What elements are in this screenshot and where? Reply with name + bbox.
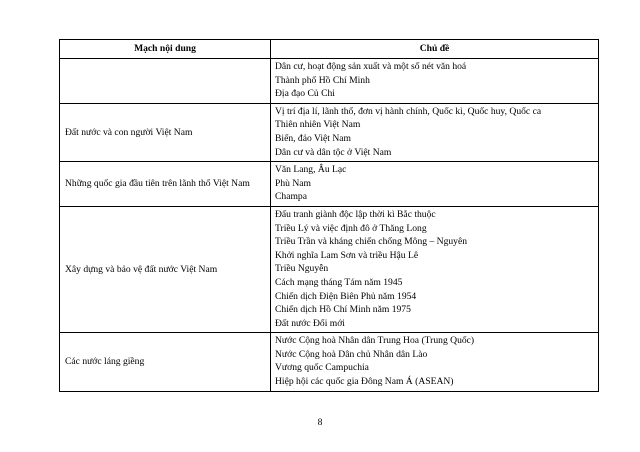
topic-list-cell <box>271 333 599 391</box>
table-header-row <box>60 40 599 59</box>
topic-item: Đấu tranh giành độc lập thời kì Bắc thuộc <box>275 208 436 220</box>
content-strand-cell: Đất nước và con người Việt Nam <box>60 103 271 161</box>
topic-item: Dân cư, hoạt động sản xuất và một số nét văn hoá <box>275 61 467 72</box>
topic-item: Phù Nam <box>275 177 311 189</box>
topic-item: Đất nước Đổi mới <box>275 317 345 329</box>
topic-item: Thiên nhiên Việt Nam <box>275 119 361 131</box>
table-row <box>60 162 599 207</box>
topic-item: Khởi nghĩa Lam Sơn và triều Hậu Lê <box>275 249 419 261</box>
topic-list-cell <box>271 103 599 161</box>
topic-list-cell <box>271 206 599 332</box>
topic-item: Nước Cộng hoà Dân chủ Nhân dân Lào <box>275 348 428 360</box>
topic-item: Địa đạo Củ Chi <box>275 88 335 100</box>
topic-item: Vương quốc Campuchia <box>275 362 369 374</box>
topic-item: Triều Lý và việc định đô ở Thăng Long <box>275 222 427 234</box>
content-strand-cell <box>60 59 271 104</box>
content-strand-cell: Xây dựng và bảo vệ đất nước Việt Nam <box>60 206 271 332</box>
topic-item: Vị trí địa lí, lãnh thổ, đơn vị hành chính, Quốc kì, Quốc huy, Quốc ca <box>275 105 542 117</box>
topic-item: Thành phố Hồ Chí Minh <box>275 74 370 86</box>
topic-item: Champa <box>275 191 307 203</box>
topic-item: Dân cư và dân tộc ở Việt Nam <box>275 146 392 158</box>
topic-item: Văn Lang, Âu Lạc <box>275 164 347 176</box>
content-strand-cell: Các nước láng giềng <box>60 333 271 391</box>
topic-item: Triều Trần và kháng chiến chống Mông – Nguyên <box>275 236 468 248</box>
page-number: 8 <box>317 417 323 428</box>
topic-item: Hiệp hội các quốc gia Đông Nam Á (ASEAN) <box>275 376 454 388</box>
table-body <box>60 59 599 392</box>
table-row <box>60 206 599 332</box>
curriculum-table <box>59 39 599 392</box>
topic-list-cell <box>271 59 599 104</box>
header-topic: Chủ đề <box>271 40 599 59</box>
topic-item: Nước Cộng hoà Nhân dân Trung Hoa (Trung Quốc) <box>275 335 475 347</box>
topic-item: Chiến dịch Hồ Chí Minh năm 1975 <box>275 304 411 316</box>
header-content-strand: Mạch nội dung <box>60 40 271 59</box>
content-strand-cell: Những quốc gia đầu tiên trên lãnh thổ Việt Nam <box>60 162 271 207</box>
topic-item: Biển, đảo Việt Nam <box>275 132 351 144</box>
topic-item: Triều Nguyễn <box>275 263 329 275</box>
table-row <box>60 103 599 161</box>
topic-item: Chiến dịch Điện Biên Phủ năm 1954 <box>275 290 417 302</box>
topic-list-cell <box>271 162 599 207</box>
table-row <box>60 333 599 391</box>
topic-item: Cách mạng tháng Tám năm 1945 <box>275 276 403 288</box>
table-row <box>60 59 599 104</box>
